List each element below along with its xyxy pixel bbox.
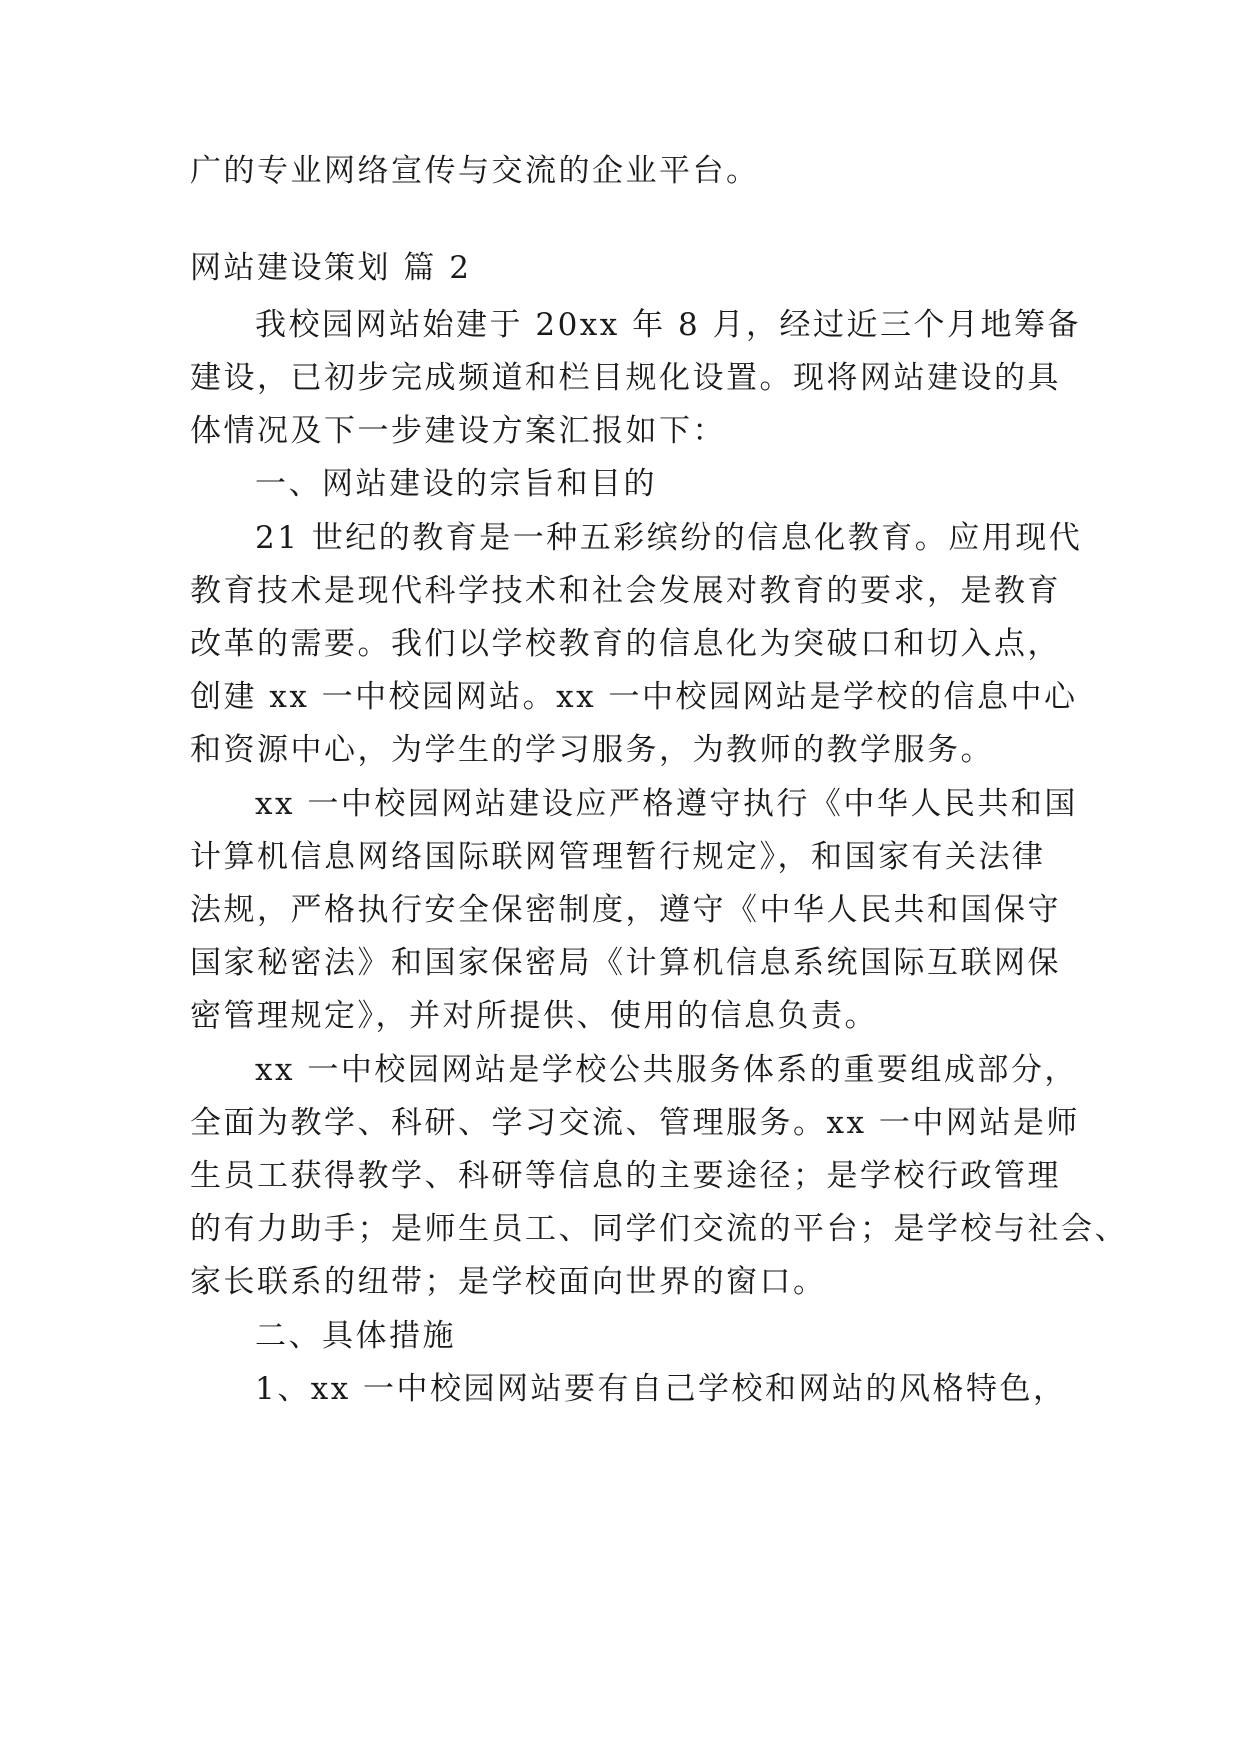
paragraph-line: 21 世纪的教育是一种五彩缤纷的信息化教育。应用现代 — [255, 520, 1083, 556]
paragraph-line: 教育技术是现代科学技术和社会发展对教育的要求，是教育 — [190, 573, 1061, 609]
paragraph-line: 生员工获得教学、科研等信息的主要途径；是学校行政管理 — [190, 1158, 1061, 1194]
paragraph-line: 广的专业网络宣传与交流的企业平台。 — [190, 153, 760, 189]
paragraph-line: 计算机信息网络国际联网管理暂行规定》，和国家有关法律 — [190, 839, 1046, 875]
paragraph-line: 体情况及下一步建设方案汇报如下： — [190, 413, 726, 449]
paragraph-line: 创建 xx 一中校园网站。xx 一中校园网站是学校的信息中心 — [190, 679, 1078, 715]
paragraph-line: 国家秘密法》和国家保密局《计算机信息系统国际互联网保 — [190, 945, 1061, 981]
paragraph-line: 建设，已初步完成频道和栏目规化设置。现将网站建设的具 — [190, 360, 1061, 396]
paragraph-line: xx 一中校园网站建设应严格遵守执行《中华人民共和国 — [255, 786, 1078, 822]
paragraph-line: 和资源中心，为学生的学习服务，为教师的教学服务。 — [190, 732, 994, 768]
section-heading: 一、网站建设的宗旨和目的 — [255, 466, 657, 502]
paragraph-line: 1、xx 一中校园网站要有自己学校和网站的风格特色， — [255, 1371, 1067, 1407]
paragraph-line: 我校园网站始建于 20xx 年 8 月，经过近三个月地筹备 — [255, 307, 1082, 343]
section-title: 网站建设策划 篇 2 — [190, 250, 472, 286]
paragraph-line: 全面为教学、科研、学习交流、管理服务。xx 一中网站是师 — [190, 1105, 1080, 1141]
paragraph-line: 密管理规定》，并对所提供、使用的信息负责。 — [190, 998, 878, 1034]
paragraph-line: xx 一中校园网站是学校公共服务体系的重要组成部分， — [255, 1052, 1078, 1088]
paragraph-line: 法规，严格执行安全保密制度，遵守《中华人民共和国保守 — [190, 892, 1061, 928]
paragraph-line: 的有力助手；是师生员工、同学们交流的平台；是学校与社会、 — [190, 1211, 1128, 1247]
paragraph-line: 家长联系的纽带；是学校面向世界的窗口。 — [190, 1264, 827, 1300]
section-heading: 二、具体措施 — [255, 1318, 456, 1354]
paragraph-line: 改革的需要。我们以学校教育的信息化为突破口和切入点， — [190, 626, 1061, 662]
